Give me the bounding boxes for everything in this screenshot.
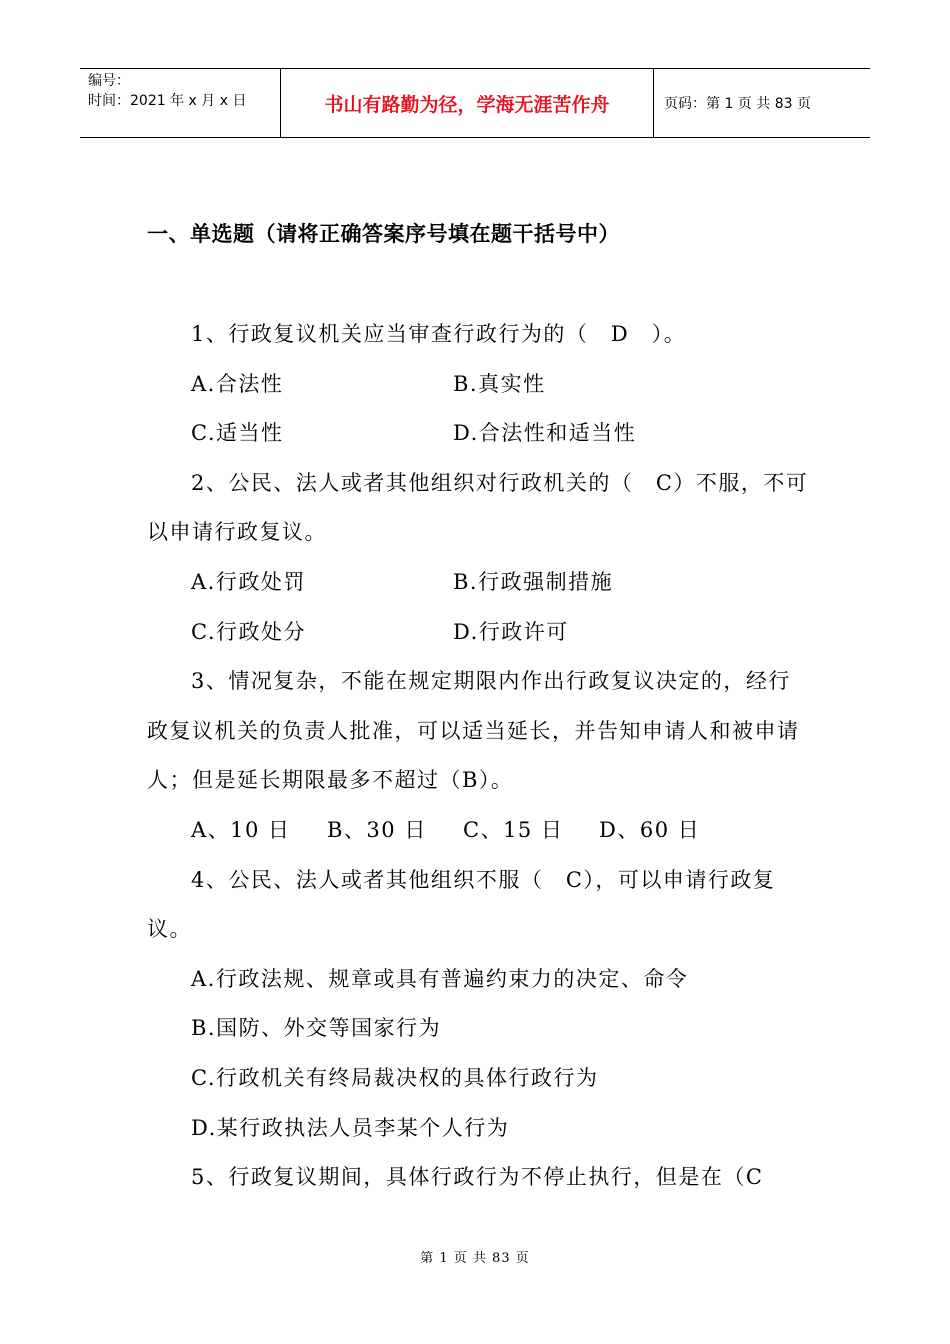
option: C.适当性 — [191, 421, 284, 446]
option: B.真实性 — [453, 371, 546, 396]
option: D.合法性和适当性 — [453, 421, 637, 446]
option-row — [147, 409, 812, 459]
question-stem: 2、公民、法人或者其他组织对行政机关的（ C）不服，不可以申请行政复议。 — [147, 470, 809, 545]
page-footer: 第 1 页 共 83 页 — [420, 1251, 530, 1266]
option: A.行政法规、规章或具有普遍约束力的决定、命令 — [191, 966, 689, 991]
option: C.行政机关有终局裁决权的具体行政行为 — [191, 1065, 599, 1090]
option-row — [147, 608, 812, 658]
question-stem: 1、行政复议机关应当审查行政行为的（ D ）。 — [191, 322, 687, 346]
time-label: 时间：2021 年 x 月 x 日 — [88, 93, 247, 109]
number-label: 编号： — [88, 73, 130, 89]
option: D.某行政执法人员李某个人行为 — [191, 1115, 510, 1140]
option: D.行政许可 — [453, 619, 569, 644]
question-list — [147, 310, 812, 1203]
question-stem: 3、情况复杂，不能在规定期限内作出行政复议决定的，经行政复议机关的负责人批准，可以适当延长，并告知申请人和被申请人；但是延长期限最多不超过（B）。 — [147, 669, 800, 793]
page-number-label: 页码：第 1 页 共 83 页 — [664, 96, 811, 112]
option: C.行政处分 — [191, 619, 306, 644]
page-header — [80, 68, 870, 138]
question-stem: 5、行政复议期间，具体行政行为不停止执行，但是在（C — [191, 1165, 764, 1190]
option: B.国防、外交等国家行为 — [191, 1016, 442, 1041]
question-stem: 4、公民、法人或者其他组织不服（ C），可以申请行政复议。 — [147, 867, 776, 942]
option-row — [147, 806, 812, 856]
option: B.行政强制措施 — [453, 569, 614, 594]
option: A.行政处罚 — [191, 569, 306, 594]
section-title: 一、单选题（请将正确答案序号填在题干括号中） — [147, 222, 620, 246]
option: C、15 日 — [463, 817, 564, 842]
option: A.合法性 — [191, 371, 284, 396]
header-meta — [80, 69, 281, 137]
header-motto: 书山有路勤为径，学海无涯苦作舟 — [281, 69, 654, 137]
option: D、60 日 — [599, 817, 701, 842]
option-row — [147, 360, 812, 410]
option: A、10 日 — [191, 817, 291, 842]
option: B、30 日 — [327, 817, 427, 842]
option-row — [147, 558, 812, 608]
